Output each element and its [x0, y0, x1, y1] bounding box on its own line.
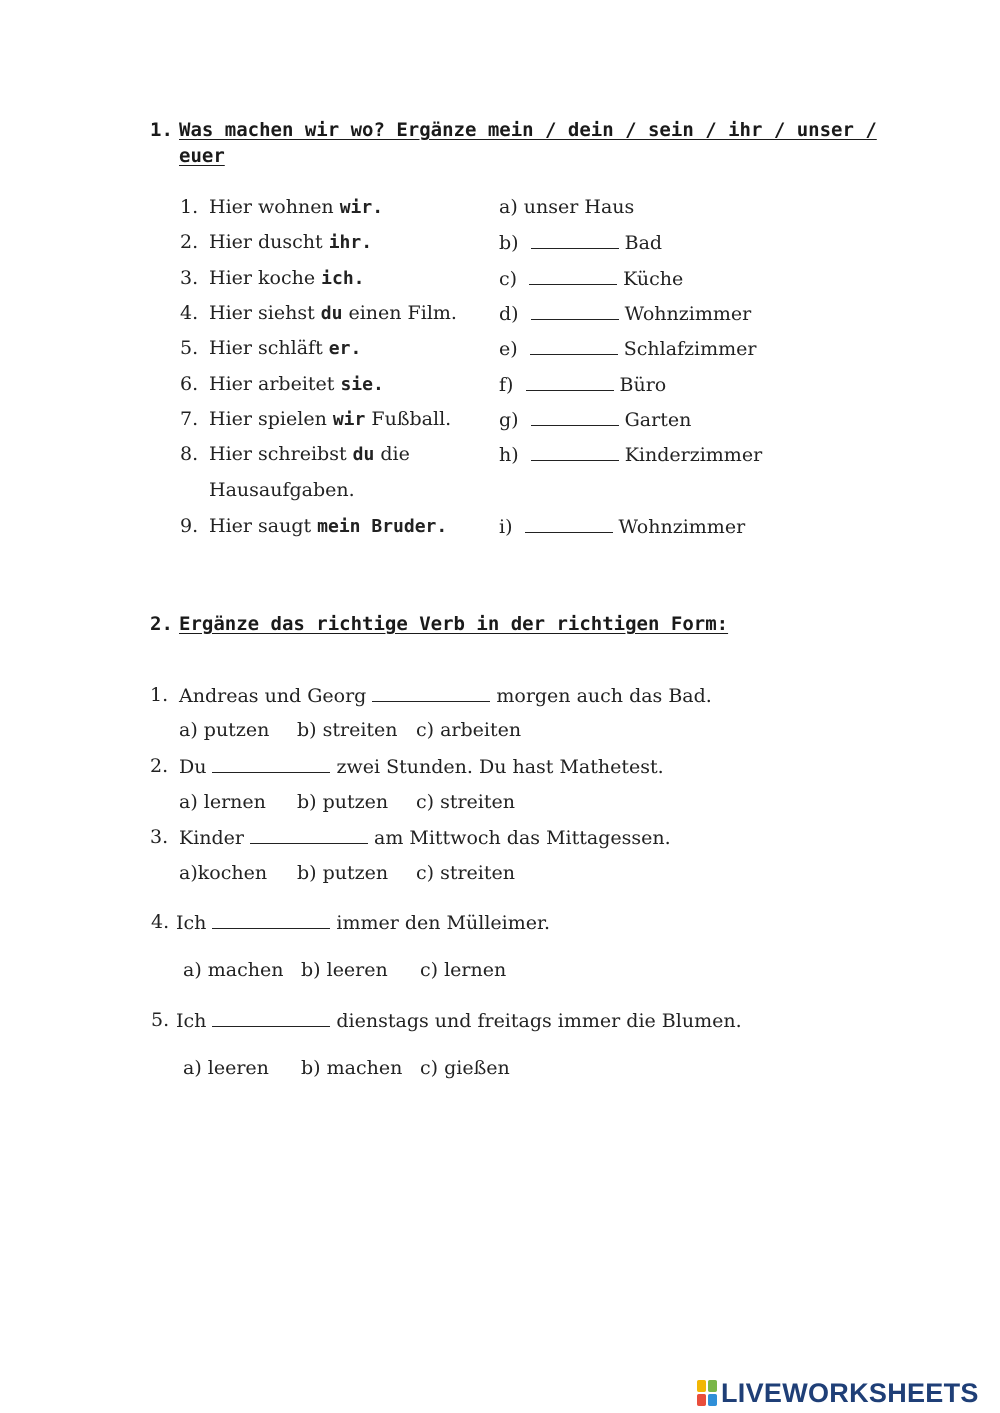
item-sentence: [209, 373, 384, 395]
item-sentence: [209, 337, 361, 359]
item-answer: [499, 373, 666, 396]
answer-blank[interactable]: [529, 267, 617, 285]
answer-option[interactable]: b) putzen: [297, 862, 389, 884]
question-sentence: [179, 826, 671, 849]
item-answer: [499, 337, 757, 360]
item-number: 5.: [180, 337, 199, 359]
question-number: 1.: [150, 684, 169, 706]
sentence-pre: Hier wohnen: [209, 196, 340, 218]
question-number: 5.: [151, 1009, 170, 1031]
sentence-bold: er.: [328, 338, 362, 359]
item-sentence: [209, 443, 410, 465]
liveworksheets-logo: [697, 1378, 979, 1408]
question-before: Ich: [176, 912, 207, 934]
answer-blank[interactable]: [531, 302, 619, 320]
answer-blank[interactable]: [526, 373, 614, 391]
answer-option[interactable]: c) streiten: [416, 791, 515, 813]
sentence-pre: Hier arbeitet: [209, 373, 341, 395]
sentence-bold: ihr.: [328, 232, 373, 253]
room-name: Schlafzimmer: [623, 338, 757, 360]
item-answer: [499, 196, 634, 218]
sentence-post: die: [374, 443, 410, 465]
item-sentence: [209, 408, 451, 430]
answer-option[interactable]: a)kochen: [179, 862, 268, 884]
item-number: 4.: [180, 302, 199, 324]
item8-continuation: Hausaufgaben.: [209, 479, 355, 501]
item-answer: [499, 408, 691, 431]
item-number: 6.: [180, 373, 199, 395]
item-number: 9.: [180, 515, 199, 537]
answer-letter: b): [499, 232, 519, 254]
section2-number: 2.: [150, 613, 173, 635]
question-after: morgen auch das Bad.: [496, 685, 712, 707]
sentence-bold: mein Bruder.: [317, 516, 448, 537]
item-answer: [499, 231, 662, 254]
sentence-bold: wir.: [339, 197, 384, 218]
sentence-pre: Hier schläft: [209, 337, 329, 359]
answer-option[interactable]: b) machen: [301, 1057, 403, 1079]
item-answer: [499, 443, 762, 466]
sentence-bold: du: [320, 303, 343, 324]
sentence-bold: wir: [332, 409, 366, 430]
sentence-pre: Hier spielen: [209, 408, 333, 430]
room-name: Bad: [624, 232, 663, 254]
question-before: Kinder: [179, 827, 244, 849]
answer-option[interactable]: a) machen: [183, 959, 284, 981]
answer-option[interactable]: a) lernen: [179, 791, 266, 813]
question-number: 3.: [150, 826, 169, 848]
question-after: immer den Mülleimer.: [336, 912, 551, 934]
section1-number: 1.: [150, 119, 173, 141]
answer-option[interactable]: b) putzen: [297, 791, 389, 813]
answer-letter: e): [499, 338, 518, 360]
item-sentence: [209, 515, 447, 537]
sentence-bold: ich.: [321, 268, 365, 289]
question-before: Du: [179, 756, 207, 778]
answer-blank[interactable]: [212, 911, 330, 929]
answer-blank[interactable]: [250, 826, 368, 844]
answer-blank[interactable]: [531, 443, 619, 461]
room-name: Wohnzimmer: [618, 516, 746, 538]
item-sentence: [209, 302, 457, 324]
answer-option[interactable]: b) leeren: [301, 959, 388, 981]
answer-letter: a): [499, 196, 518, 218]
item-sentence: [209, 196, 383, 218]
room-name: Küche: [623, 268, 684, 290]
answer-option[interactable]: c) lernen: [420, 959, 507, 981]
answer-letter: h): [499, 444, 519, 466]
sentence-post: einen Film.: [342, 302, 457, 324]
question-after: zwei Stunden. Du hast Mathetest.: [336, 756, 664, 778]
question-number: 2.: [150, 755, 169, 777]
answer-letter: d): [499, 303, 519, 325]
answer-option[interactable]: a) putzen: [179, 719, 270, 741]
item-number: 1.: [180, 196, 199, 218]
answer-option[interactable]: b) streiten: [297, 719, 398, 741]
item-answer: [499, 515, 745, 538]
sentence-pre: Hier duscht: [209, 231, 329, 253]
logo-text: LIVEWORKSHEETS: [721, 1377, 979, 1408]
section1-title: Was machen wir wo? Ergänze mein / dein / sein / ihr / unser /: [179, 119, 877, 141]
question-before: Andreas und Georg: [179, 685, 367, 707]
answer-letter: i): [499, 516, 513, 538]
sentence-bold: sie.: [340, 374, 384, 395]
answer-blank[interactable]: [212, 1009, 330, 1027]
answer-letter: g): [499, 409, 519, 431]
item-number: 7.: [180, 408, 199, 430]
answer-blank[interactable]: [372, 684, 490, 702]
sentence-pre: Hier schreibst: [209, 443, 353, 465]
room-name: Büro: [619, 374, 667, 396]
answer-letter: f): [499, 374, 514, 396]
sentence-pre: Hier saugt: [209, 515, 318, 537]
item-number: 8.: [180, 443, 199, 465]
question-after: dienstags und freitags immer die Blumen.: [336, 1010, 742, 1032]
question-sentence: [176, 1009, 742, 1032]
answer-blank[interactable]: [212, 755, 330, 773]
room-name: Garten: [624, 409, 692, 431]
answer-blank[interactable]: [531, 408, 619, 426]
room-name: Wohnzimmer: [624, 303, 752, 325]
question-after: am Mittwoch das Mittagessen.: [374, 827, 671, 849]
item-number: 3.: [180, 267, 199, 289]
sentence-pre: Hier koche: [209, 267, 322, 289]
question-sentence: [179, 755, 664, 778]
item-sentence: [209, 267, 365, 289]
item-answer: [499, 302, 751, 325]
answer-option[interactable]: c) streiten: [416, 862, 515, 884]
answer-option[interactable]: a) leeren: [183, 1057, 269, 1079]
section2-title: Ergänze das richtige Verb in der richtigen Form:: [179, 613, 729, 635]
answer-letter: c): [499, 268, 518, 290]
answer-option[interactable]: c) gießen: [420, 1057, 510, 1079]
answer-blank[interactable]: [531, 231, 619, 249]
question-sentence: [176, 911, 550, 934]
room-name: Kinderzimmer: [624, 444, 763, 466]
sentence-pre: Hier siehst: [209, 302, 321, 324]
item-number: 2.: [180, 231, 199, 253]
section1-title-cont: euer: [179, 145, 225, 167]
logo-icon: [697, 1380, 717, 1406]
question-sentence: [179, 684, 712, 707]
answer-text: unser Haus: [523, 196, 635, 218]
answer-blank[interactable]: [525, 515, 613, 533]
question-before: Ich: [176, 1010, 207, 1032]
question-number: 4.: [151, 911, 170, 933]
answer-blank[interactable]: [530, 337, 618, 355]
answer-option[interactable]: c) arbeiten: [416, 719, 522, 741]
item-answer: [499, 267, 683, 290]
item-sentence: [209, 231, 372, 253]
sentence-post: Fußball.: [365, 408, 452, 430]
sentence-bold: du: [352, 444, 375, 465]
